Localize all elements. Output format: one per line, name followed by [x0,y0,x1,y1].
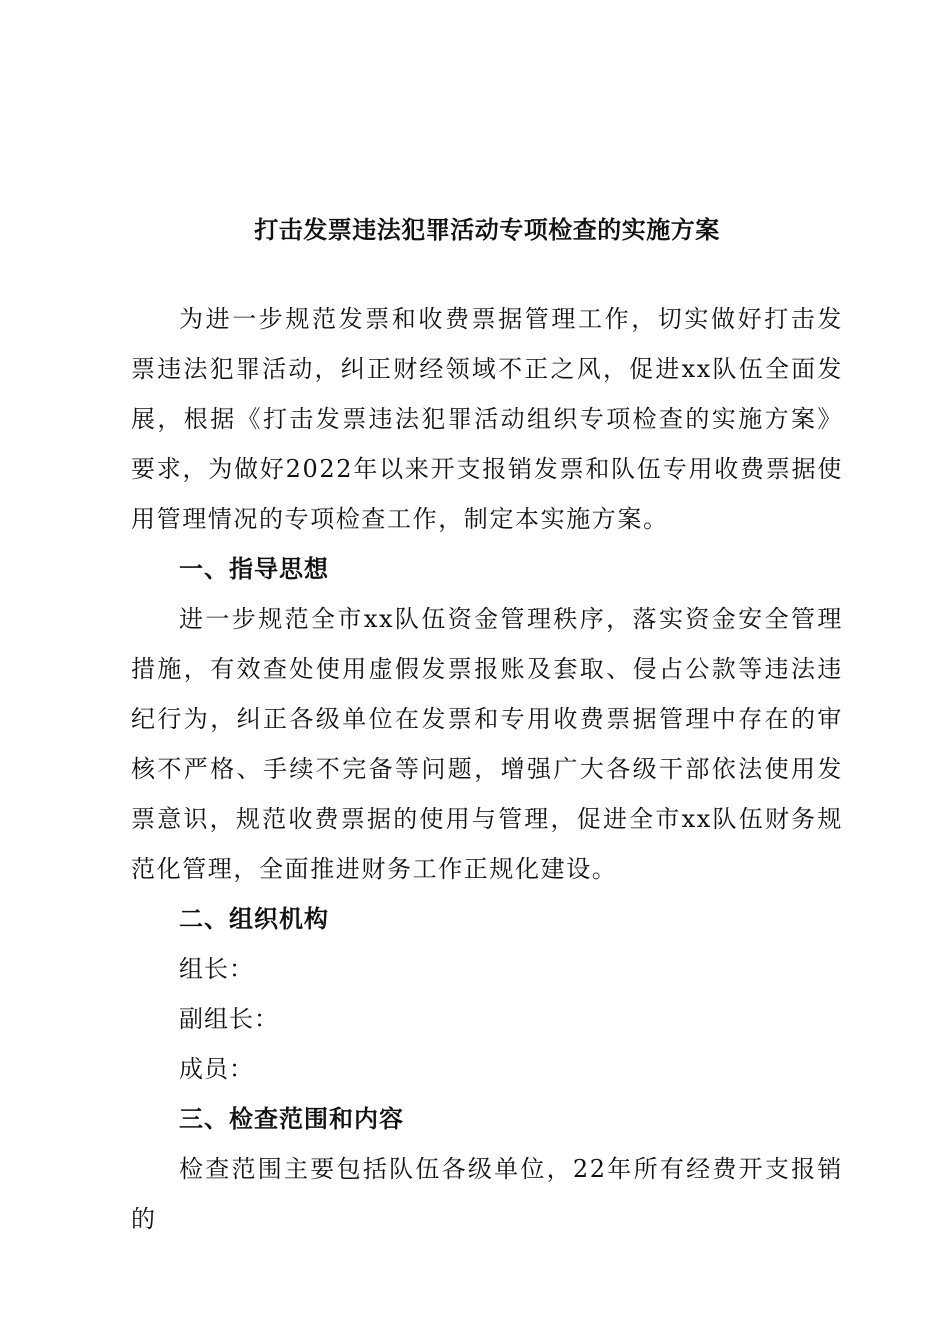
intro-paragraph: 为进一步规范发票和收费票据管理工作，切实做好打击发票违法犯罪活动，纠正财经领域不正之风，促进xx队伍全面发展，根据《打击发票违法犯罪活动组织专项检查的实施方案》要求，为做好2022年以来开支报销发票和队伍专用收费票据使用管理情况的专项检查工作，制定本实施方案。 [131,305,843,533]
guiding-ideology-paragraph: 进一步规范全市xx队伍资金管理秩序，落实资金安全管理措施，有效查处使用虚假发票报账及套取、侵占公款等违法违纪行为，纠正各级单位在发票和专用收费票据管理中存在的审核不严格、手续不完备等问题，增强广大各级干部依法使用发票意识，规范收费票据的使用与管理，促进全市xx队伍财务规范化管理，全面推进财务工作正规化建设。 [131,605,843,883]
members-line: 成员： [179,1055,254,1083]
section-heading-organization: 二、组织机构 [179,905,329,933]
section-heading-scope: 三、检查范围和内容 [179,1105,404,1133]
document-body [131,210,843,1244]
scope-paragraph: 检查范围主要包括队伍各级单位，22年所有经费开支报销的 [131,1155,843,1233]
section-heading-guiding-ideology: 一、指导思想 [179,555,329,583]
team-leader-line: 组长： [179,955,254,983]
document-title: 打击发票违法犯罪活动专项检查的实施方案 [254,216,720,244]
deputy-leader-line: 副组长： [179,1005,279,1033]
